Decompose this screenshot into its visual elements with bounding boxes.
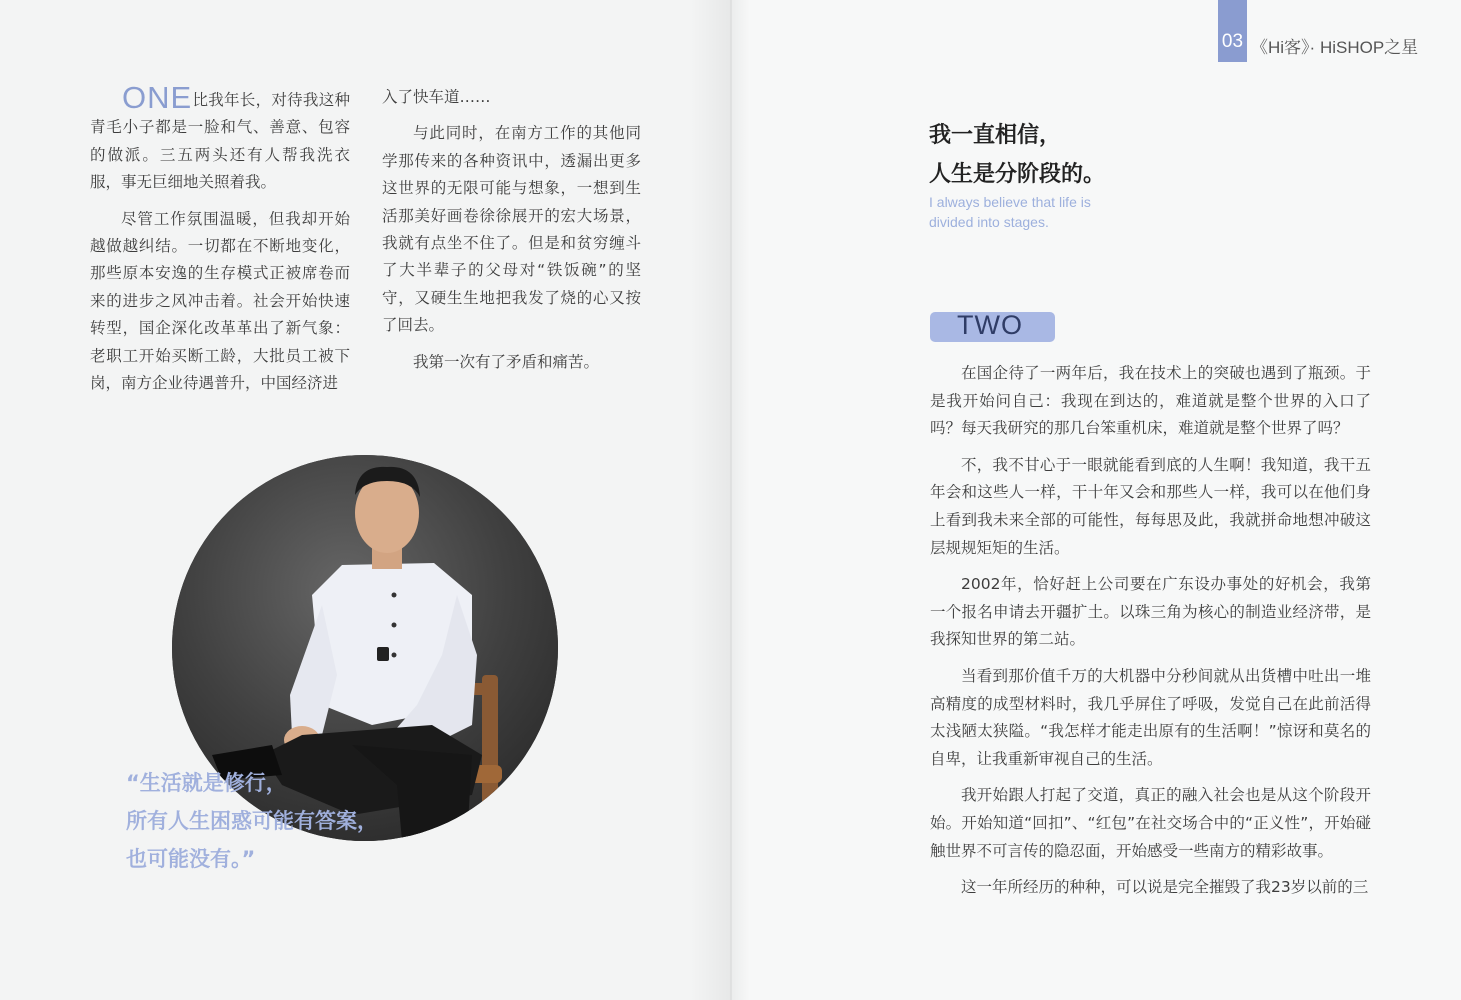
headline bbox=[929, 116, 1105, 194]
quote-line: 所有人生困惑可能有答案， bbox=[126, 809, 378, 833]
left-column-2 bbox=[382, 84, 641, 376]
section-two-label: TWO bbox=[957, 310, 1023, 340]
paragraph: 不，我不甘心于一眼就能看到底的人生啊！我知道，我干五年会和这些人一样，干十年又会和那些人一样，我可以在他们身上看到我未来全部的可能性，每每思及此，我就拼命地想冲破这层规规矩矩的生活。 bbox=[930, 455, 1371, 557]
headline-line: 人生是分阶段的。 bbox=[929, 162, 1106, 187]
paragraph: 我第一次有了矛盾和痛苦。 bbox=[413, 352, 600, 371]
headline-line: 我一直相信， bbox=[929, 123, 1062, 148]
spine-shadow bbox=[690, 0, 732, 1000]
paragraph: 当看到那价值千万的大机器中分秒间就从出货槽中吐出一堆高精度的成型材料时，我几乎屏住了呼吸，发觉自己在此前活得太浅陋太狭隘。“我怎样才能走出原有的生活啊！”惊讶和莫名的自卑，让我重新审视自己的生活。 bbox=[930, 666, 1371, 768]
paragraph: 这一年所经历的种种，可以说是完全摧毁了我23岁以前的三 bbox=[961, 878, 1369, 897]
paragraph-one-intro bbox=[90, 80, 350, 197]
paragraph: 入了快车道…… bbox=[382, 88, 491, 106]
paragraph-text: 比我年长，对待我这种青毛小子都是一脸和气、善意、包容的做派。三五两头还有人帮我洗衣服，事无巨细地关照着我。 bbox=[90, 91, 350, 192]
paragraph: 与此同时，在南方工作的其他同学那传来的各种资讯中，透漏出更多这世界的无限可能与想象，一想到生活那美好画卷徐徐展开的宏大场景，我就有点坐不住了。但是和贫穷缠斗了大半辈子的父母对“铁饭碗”的坚守，又硬生生地把我发了烧的心又按了回去。 bbox=[382, 124, 641, 335]
page-number: 03 bbox=[1221, 31, 1244, 52]
paragraph: 尽管工作氛围温暖，但我却开始越做越纠结。一切都在不断地变化，那些原本安逸的生存模式正被席卷而来的进步之风冲击着。社会开始快速转型，国企深化改革革出了新气象：老职工开始买断工龄，大批员工被下岗，南方企业待遇普升，中国经济进 bbox=[90, 209, 350, 393]
quote-line: “生活就是修行， bbox=[126, 771, 287, 795]
running-header-title: 《Hi客》· HiSHOP之星 bbox=[1251, 38, 1419, 57]
section-one-label: ONE bbox=[122, 80, 193, 115]
pull-quote bbox=[126, 764, 426, 878]
left-column-1 bbox=[90, 80, 350, 397]
paragraph: 我开始跟人打起了交道，真正的融入社会也是从这个阶段开始。开始知道“回扣”、“红包”在社交场合中的“正义性”，开始碰触世界不可言传的隐忍面，开始感受一些南方的精彩故事。 bbox=[930, 786, 1371, 860]
paragraph: 2002年，恰好赶上公司要在广东设办事处的好机会，我第一个报名申请去开疆扩土。以珠三角为核心的制造业经济带，是我探知世界的第二站。 bbox=[930, 575, 1371, 649]
paragraph: 在国企待了一两年后，我在技术上的突破也遇到了瓶颈。于是我开始问自己：我现在到达的，难道就是整个世界的入口了吗？每天我研究的那几台笨重机床，难道就是整个世界了吗？ bbox=[930, 364, 1371, 438]
spine-shadow-right bbox=[730, 0, 750, 1000]
headline-english-subline: I always believe that life is divided into stages. bbox=[929, 194, 1091, 230]
quote-line: 也可能没有。” bbox=[126, 847, 256, 871]
right-column bbox=[930, 360, 1371, 902]
